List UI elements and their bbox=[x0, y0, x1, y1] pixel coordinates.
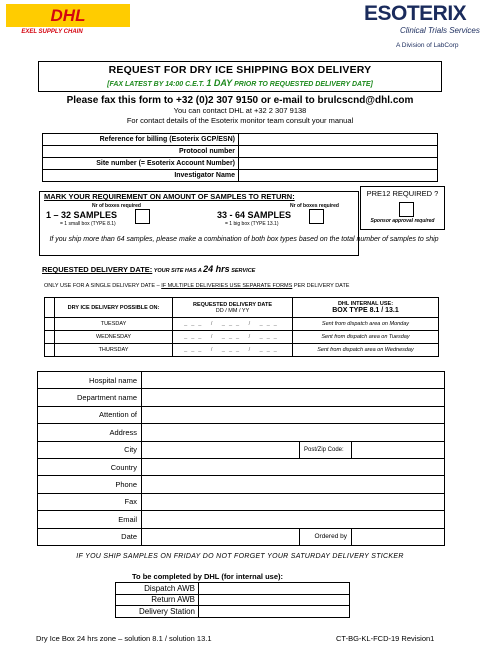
form-title: REQUEST FOR DRY ICE SHIPPING BOX DELIVERY bbox=[108, 64, 372, 76]
title-box bbox=[38, 61, 442, 92]
protocol-number-field[interactable] bbox=[239, 146, 438, 158]
country-field[interactable] bbox=[142, 458, 445, 475]
table-row bbox=[38, 476, 445, 493]
table-row bbox=[43, 146, 438, 158]
option1-range: 1 – 32 SAMPLES bbox=[46, 210, 118, 220]
deadline-part1: [FAX LATEST BY 14:00 C.E.T. bbox=[107, 81, 207, 88]
table-row bbox=[38, 389, 445, 406]
city-label: City bbox=[38, 441, 142, 458]
phone-field[interactable] bbox=[142, 476, 445, 493]
single-note-part1: ONLY USE FOR A SINGLE DELIVERY DATE – bbox=[44, 283, 162, 289]
table-row bbox=[116, 594, 350, 606]
requested-delivery-label: REQUESTED DELIVERY DATE: bbox=[42, 265, 153, 274]
internal-use-title: To be completed by DHL (for internal use): bbox=[132, 572, 283, 581]
ordered-by-label: Ordered by bbox=[300, 528, 352, 545]
country-label: Country bbox=[38, 458, 142, 475]
option2-note: = 1 big box (TYPE 13.1) bbox=[225, 221, 279, 227]
table-row bbox=[38, 458, 445, 475]
table-row bbox=[38, 528, 445, 545]
table-row bbox=[45, 298, 439, 318]
service-text: SERVICE bbox=[229, 268, 256, 274]
row-marker-cell bbox=[45, 318, 55, 331]
dhl-internal-header bbox=[293, 298, 439, 318]
hospital-name-field[interactable] bbox=[142, 372, 445, 389]
requested-delivery-heading bbox=[42, 264, 255, 274]
return-awb-label: Return AWB bbox=[116, 594, 199, 606]
delivery-day: TUESDAY bbox=[55, 318, 173, 331]
email-field[interactable] bbox=[142, 511, 445, 528]
ordered-by-field[interactable] bbox=[352, 528, 445, 545]
table-row bbox=[116, 583, 350, 595]
site-has-text: YOUR SITE HAS A bbox=[152, 268, 204, 274]
requested-date-input[interactable]: ___ / ___ / ___ bbox=[173, 344, 293, 357]
dhl-dispatch-note: Sent from dispatch area on Monday bbox=[293, 318, 439, 331]
delivery-table bbox=[44, 297, 439, 357]
big-box-quantity-checkbox[interactable] bbox=[309, 209, 324, 224]
investigator-name-field[interactable] bbox=[239, 170, 438, 182]
protocol-number-label: Protocol number bbox=[43, 146, 239, 158]
requested-date-header bbox=[173, 298, 293, 318]
phone-label: Phone bbox=[38, 476, 142, 493]
return-awb-field[interactable] bbox=[199, 594, 350, 606]
postzip-label: Post/Zip Code: bbox=[300, 441, 352, 458]
dhl-internal-label: DHL INTERNAL USE: bbox=[337, 301, 394, 307]
table-row bbox=[38, 493, 445, 510]
dhl-dispatch-note: Sent from dispatch area on Tuesday bbox=[293, 331, 439, 344]
table-row bbox=[38, 406, 445, 423]
fax-instruction: Please fax this form to +32 (0)2 307 9150 or e-mail to brulcscnd@dhl.com bbox=[66, 95, 414, 106]
department-name-label: Department name bbox=[38, 389, 142, 406]
site-number-label: Site number (= Esoterix Account Number) bbox=[43, 158, 239, 170]
attention-of-label: Attention of bbox=[38, 406, 142, 423]
billing-reference-field[interactable] bbox=[239, 134, 438, 146]
dhl-phone: You can contact DHL at +32 2 307 9138 bbox=[173, 106, 307, 115]
combine-boxes-note: If you ship more than 64 samples, please make a combination of both box types based on the total number of samples to ship bbox=[49, 236, 439, 243]
requested-date-header-label: REQUESTED DELIVERY DATE bbox=[192, 301, 273, 308]
billing-reference-label: Reference for billing (Esoterix GCP/ESN) bbox=[43, 134, 239, 146]
footer-solution-note: Dry Ice Box 24 hrs zone – solution 8.1 / solution 13.1 bbox=[36, 634, 212, 643]
table-row bbox=[116, 606, 350, 618]
deadline-day: 1 DAY bbox=[206, 78, 233, 88]
option1-note: = 1 small box (TYPE 8.1) bbox=[60, 221, 116, 227]
delivery-station-field[interactable] bbox=[199, 606, 350, 618]
table-row bbox=[38, 372, 445, 389]
requirement-title: MARK YOUR REQUIREMENT ON AMOUNT OF SAMPLES TO RETURN: bbox=[44, 192, 295, 201]
dhl-dispatch-note: Sent from dispatch area on Wednesday bbox=[293, 344, 439, 357]
requested-date-input[interactable]: ___ / ___ / ___ bbox=[173, 331, 293, 344]
delivery-station-label: Delivery Station bbox=[116, 606, 199, 618]
dhl-tagline: EXEL SUPPLY CHAIN bbox=[21, 29, 83, 34]
date-field[interactable] bbox=[142, 528, 300, 545]
department-name-field[interactable] bbox=[142, 389, 445, 406]
deadline-part2: PRIOR TO REQUESTED DELIVERY DATE] bbox=[232, 81, 373, 88]
table-row bbox=[38, 441, 445, 458]
attention-of-field[interactable] bbox=[142, 406, 445, 423]
dispatch-awb-field[interactable] bbox=[199, 583, 350, 595]
fax-deadline-note bbox=[39, 78, 441, 88]
date-format-label: DD / MM / YY bbox=[215, 307, 250, 314]
hospital-name-label: Hospital name bbox=[38, 372, 142, 389]
box-type-label: BOX TYPE 8.1 / 13.1 bbox=[332, 307, 399, 314]
fax-label: Fax bbox=[38, 493, 142, 510]
pre12-checkbox[interactable] bbox=[399, 202, 414, 217]
delivery-day: WEDNESDAY bbox=[55, 331, 173, 344]
table-row bbox=[38, 424, 445, 441]
address-field[interactable] bbox=[142, 424, 445, 441]
esoterix-division: A Division of LabCorp bbox=[396, 42, 459, 49]
investigator-name-label: Investigator Name bbox=[43, 170, 239, 182]
dispatch-awb-label: Dispatch AWB bbox=[116, 583, 199, 595]
table-row bbox=[43, 134, 438, 146]
email-label: Email bbox=[38, 511, 142, 528]
possible-on-header: DRY ICE DELIVERY POSSIBLE ON: bbox=[55, 298, 173, 318]
footer-document-id: CT-BG-KL-FCD-19 Revision1 bbox=[336, 634, 435, 643]
row-marker-cell bbox=[45, 331, 55, 344]
table-row bbox=[45, 318, 439, 331]
esoterix-subtitle: Clinical Trials Services bbox=[400, 26, 480, 35]
site-number-field[interactable] bbox=[239, 158, 438, 170]
delivery-day: THURSDAY bbox=[55, 344, 173, 357]
fax-field[interactable] bbox=[142, 493, 445, 510]
date-label: Date bbox=[38, 528, 142, 545]
table-row bbox=[43, 170, 438, 182]
pre12-note: Sponsor approval required bbox=[370, 218, 435, 224]
table-row bbox=[38, 511, 445, 528]
friday-sticker-note: IF YOU SHIP SAMPLES ON FRIDAY DO NOT FORGET YOUR SATURDAY DELIVERY STICKER bbox=[76, 553, 404, 560]
row-marker-cell bbox=[45, 344, 55, 357]
option2-nr-label: Nr of boxes required bbox=[290, 203, 339, 209]
table-row bbox=[45, 344, 439, 357]
address-table bbox=[37, 371, 445, 546]
monitor-contact-note: For contact details of the Esoterix monitor team consult your manual bbox=[126, 116, 354, 125]
single-note-part3: PER DELIVERY DATE bbox=[292, 283, 350, 289]
reference-table bbox=[42, 133, 438, 182]
option2-range: 33 - 64 SAMPLES bbox=[217, 210, 292, 220]
esoterix-logo-text: ESOTERIX bbox=[364, 2, 467, 25]
pre12-title: PRE12 REQUIRED ? bbox=[366, 189, 439, 198]
table-row bbox=[45, 331, 439, 344]
service-hours: 24 hrs bbox=[203, 264, 230, 274]
city-field[interactable] bbox=[142, 441, 300, 458]
single-delivery-note bbox=[44, 283, 349, 289]
option1-nr-label: Nr of boxes required bbox=[92, 203, 141, 209]
internal-use-table bbox=[115, 582, 350, 618]
postzip-field[interactable] bbox=[352, 441, 445, 458]
dhl-logo-text: DHL bbox=[50, 6, 86, 25]
small-box-quantity-checkbox[interactable] bbox=[135, 209, 150, 224]
table-row bbox=[43, 158, 438, 170]
requested-date-input[interactable]: ___ / ___ / ___ bbox=[173, 318, 293, 331]
address-label: Address bbox=[38, 424, 142, 441]
dhl-logo bbox=[6, 4, 130, 34]
row-marker-cell bbox=[45, 298, 55, 318]
single-note-part2: IF MULTIPLE DELIVERIES USE SEPARATE FORMS bbox=[161, 283, 293, 289]
